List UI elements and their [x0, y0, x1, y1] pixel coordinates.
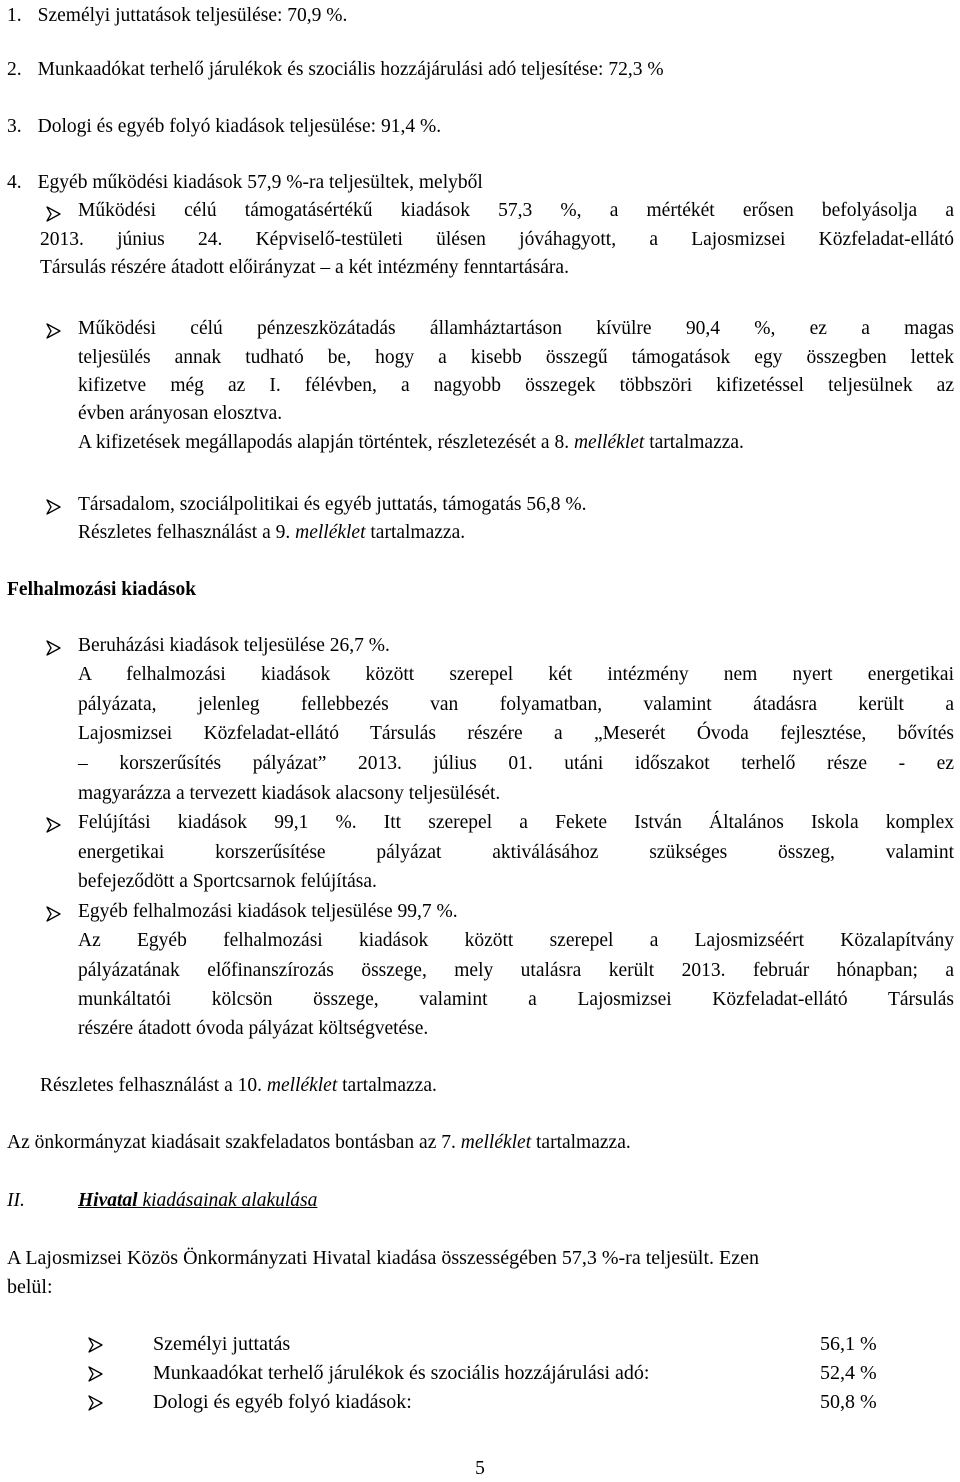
hivatal-item-label: Dologi és egyéb folyó kiadások: [153, 1391, 412, 1413]
arrow-bullet-icon [88, 1366, 103, 1382]
arrow-bullet-icon [46, 640, 61, 656]
bullet-c3-line2: Az Egyéb felhalmozási kiadások között szerepel a Lajosmizséért Közalapítvány [78, 930, 954, 951]
bullet-c1-line4: Lajosmizsei Közfeladat-ellátó Társulás részére a „Meserét Óvoda fejlesztése, bővítés [78, 723, 954, 744]
text-run: Részletes felhasználást a 10. [40, 1075, 267, 1096]
text-run: Részletes felhasználást a 9. [78, 522, 296, 543]
annex-reference: melléklet [460, 1132, 532, 1153]
section-2-title [78, 1188, 317, 1214]
arrow-bullet-icon [88, 1337, 103, 1353]
arrow-bullet-icon [46, 323, 61, 339]
bullet-c1-line1: Beruházási kiadások teljesülése 26,7 %. [78, 635, 390, 656]
list-text: Egyéb működési kiadások 57,9 %-ra teljesültek, melyből [37, 172, 483, 193]
bullet-c3-line5: részére átadott óvoda pályázat költségvetése. [78, 1018, 429, 1039]
arrow-bullet-icon [88, 1395, 103, 1411]
text-run: tartalmazza. [365, 522, 466, 543]
hivatal-para-line1: A Lajosmizsei Közös Önkormányzati Hivatal kiadása összességében 57,3 %-ra teljesült. Ezen [7, 1247, 759, 1269]
section-2-number: II. [7, 1190, 25, 1211]
bullet-c3-line3: pályázatának előfinanszírozás összege, mely utalásra került 2013. február hónapban; a [78, 960, 954, 981]
list-number: 1. [7, 5, 22, 26]
detail-annex-10 [40, 1073, 437, 1099]
hivatal-item-value: 52,4 % [820, 1362, 877, 1384]
bullet-b2-line2: teljesülés annak tudható be, hogy a kisebb összegű támogatások egy összegben lettek [78, 347, 954, 368]
arrow-bullet-icon [46, 906, 61, 922]
annex-reference: melléklet [295, 522, 366, 543]
list-item-2 [7, 57, 664, 83]
bullet-c1-line2: A felhalmozási kiadások között szerepel két intézmény nem nyert energetikai [78, 664, 954, 685]
bullet-b2-line1: Működési célú pénzeszközátadás államháztartáson kívülre 90,4 %, ez a magas [78, 318, 954, 339]
arrow-bullet-icon [46, 206, 61, 222]
bullet-c1-line5: – korszerűsítés pályázat” 2013. július 01. utáni időszakot terhelő része - ez [78, 753, 954, 774]
bullet-c1-line6: magyarázza a tervezett kiadások alacsony teljesülését. [78, 783, 501, 804]
page-number: 5 [475, 1458, 485, 1479]
text-run: tartalmazza. [644, 432, 744, 453]
list-number: 4. [7, 172, 22, 193]
bullet-c2-line2: energetikai korszerűsítése pályázat aktiválásához szükséges összeg, valamint [78, 842, 954, 863]
hivatal-item-label: Személyi juttatás [153, 1333, 291, 1355]
bullet-b2-line3: kifizetve még az I. félévben, a nagyobb összegek többszöri kifizetéssel teljesülnek az [78, 375, 954, 396]
list-item-4 [7, 170, 483, 196]
annex-reference: melléklet [266, 1075, 338, 1096]
bullet-b2-line5 [78, 430, 744, 456]
bullet-c2-line1: Felújítási kiadások 99,1 %. Itt szerepel a Fekete István Általános Iskola komplex [78, 812, 954, 833]
list-text: Munkaadókat terhelő járulékok és szociális hozzájárulási adó teljesítése: 72,3 % [37, 59, 664, 80]
bullet-b1-line3: Társulás részére átadott előirányzat – a két intézmény fenntartására. [40, 257, 569, 278]
text-run: A kifizetések megállapodás alapján történtek, részletezését a 8. [78, 432, 574, 453]
bullet-b2-line4: évben arányosan elosztva. [78, 403, 283, 424]
bullet-b3-line1: Társadalom, szociálpolitikai és egyéb juttatás, támogatás 56,8 %. [78, 494, 587, 515]
bullet-c1-line3: pályázata, jelenleg fellebbezés van folyamatban, valamint átadásra került a [78, 694, 954, 715]
section-heading-felhalmozasi: Felhalmozási kiadások [7, 579, 197, 600]
list-number: 3. [7, 116, 22, 137]
text-run: Az önkormányzat kiadásait szakfeladatos bontásban az 7. [7, 1132, 461, 1153]
hivatal-item-value: 50,8 % [820, 1391, 877, 1413]
text-run: tartalmazza. [531, 1132, 631, 1153]
hivatal-item-label: Munkaadókat terhelő járulékok és szociális hozzájárulási adó: [153, 1362, 650, 1384]
arrow-bullet-icon [46, 499, 61, 515]
list-item-1 [7, 3, 347, 29]
text-run: tartalmazza. [337, 1075, 437, 1096]
detail-annex-7 [7, 1130, 631, 1156]
bullet-c2-line3: befejeződött a Sportcsarnok felújítása. [78, 871, 377, 892]
bullet-c3-line1: Egyéb felhalmozási kiadások teljesülése 99,7 %. [78, 901, 458, 922]
bullet-c3-line4: munkáltatói kölcsön összege, valamint a Lajosmizsei Közfeladat-ellátó Társulás [78, 989, 954, 1010]
bullet-b3-line2 [78, 520, 465, 546]
arrow-bullet-icon [46, 817, 61, 833]
section-2-title-bold: Hivatal [78, 1190, 138, 1211]
list-number: 2. [7, 59, 22, 80]
bullet-b1-line2: 2013. június 24. Képviselő-testületi ülésen jóváhagyott, a Lajosmizsei Közfeladat-ellátó [40, 229, 954, 250]
list-item-3 [7, 114, 441, 140]
list-text: Személyi juttatások teljesülése: 70,9 %. [37, 5, 348, 26]
bullet-b1-line1: Működési célú támogatásértékű kiadások 57,3 %, a mértékét erősen befolyásolja a [78, 200, 954, 221]
section-2-title-rest: kiadásainak alakulása [137, 1190, 318, 1211]
hivatal-para-line2: belül: [7, 1276, 53, 1298]
annex-reference: melléklet [573, 432, 645, 453]
hivatal-item-value: 56,1 % [820, 1333, 877, 1355]
list-text: Dologi és egyéb folyó kiadások teljesülése: 91,4 %. [37, 116, 442, 137]
